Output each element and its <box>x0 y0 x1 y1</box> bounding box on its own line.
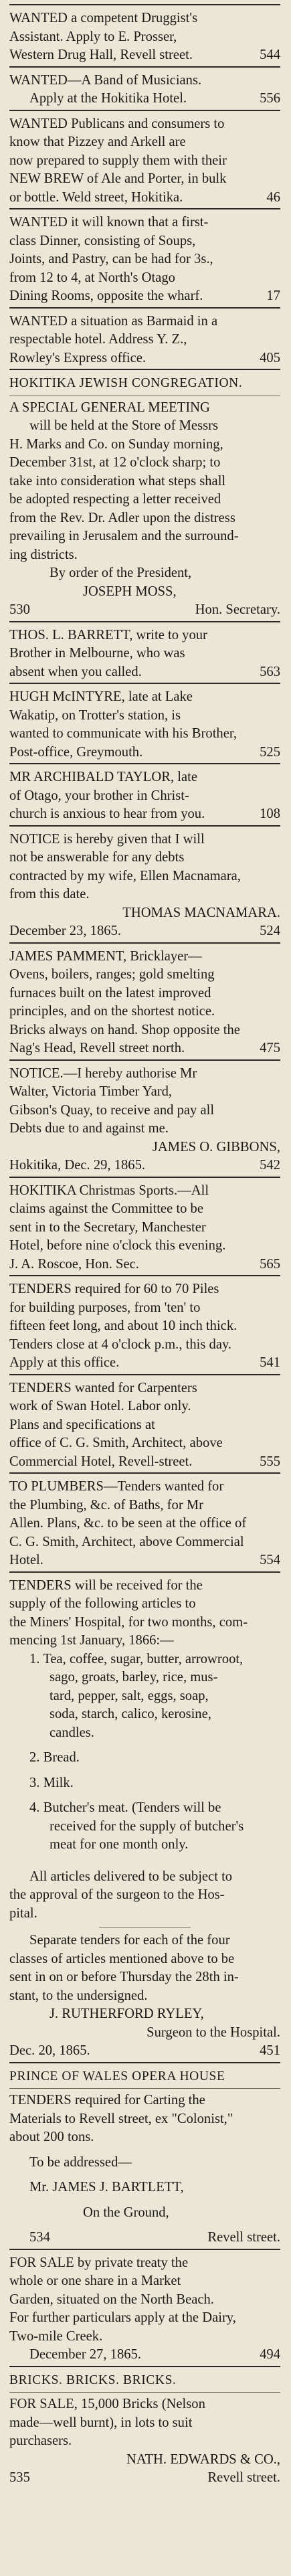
ad-signer: JAMES O. GIBBONS, <box>152 1139 280 1154</box>
ad-divider <box>9 307 280 309</box>
ad-line <box>9 663 280 682</box>
ad-line: class Dinner, consisting of Soups, <box>9 233 196 248</box>
ad-divider <box>9 763 280 764</box>
ad-divider <box>9 1571 280 1573</box>
ad-heading: PRINCE OF WALES OPERA HOUSE <box>9 2069 225 2083</box>
ad-line: furnaces built on the latest improved <box>9 985 211 1001</box>
ad-line: from 12 to 4, at North's Otago <box>9 270 175 285</box>
ad-line: whole or one share in a Market <box>9 2273 181 2288</box>
ad-divider <box>9 66 280 68</box>
ad-line <box>9 601 280 620</box>
ad-line: mencing 1st January, 1866:— <box>9 1633 174 1648</box>
list-item: sago, groats, barley, rice, mus- <box>50 1670 218 1685</box>
ad-line <box>9 1453 280 1472</box>
ad-line: FOR SALE by private treaty the <box>9 2255 189 2270</box>
ad-line: Surgeon to the Hospital. <box>147 2025 280 2040</box>
ad-signer: THOMAS MACNAMARA. <box>122 905 280 920</box>
ad-number: 524 <box>260 924 280 938</box>
ad-line: WANTED a competent Druggist's <box>9 11 198 25</box>
ad-date: December 23, 1865. <box>9 924 121 938</box>
ad-line: Hotel, before nine o'clock this evening. <box>9 1238 226 1253</box>
ad-line: Brother in Melbourne, who was <box>9 646 185 661</box>
ad-line <box>9 2469 280 2488</box>
ad-line: Joints, and Pastry, can be had for 3s., <box>9 252 213 266</box>
ad-divider-thin <box>9 2392 280 2393</box>
ad-signer: JOSEPH MOSS, <box>83 584 177 599</box>
ad-line <box>9 1039 280 1058</box>
ad-number: 541 <box>260 1355 280 1370</box>
ad-druggist <box>9 4 280 65</box>
ad-number: 535 <box>9 2470 30 2485</box>
ad-divider <box>9 1177 280 1178</box>
ad-line: For further particulars apply at the Dairy, <box>9 2310 236 2325</box>
ad-line: FOR SALE, 15,000 Bricks (Nelson <box>9 2397 205 2411</box>
ad-line: H. Marks and Co. on Sunday morning, <box>9 436 223 452</box>
ad-line: Two-mile Creek. <box>9 2328 103 2344</box>
ad-line: Walter, Victoria Timber Yard, <box>9 1084 173 1099</box>
ad-text: Western Drug Hall, Revell street. <box>9 48 193 62</box>
ad-signer: J. RUTHERFORD RYLEY, <box>50 2006 204 2021</box>
list-item: 3. Milk. <box>29 1775 74 1790</box>
ad-line <box>9 805 280 824</box>
ad-number: 108 <box>260 806 280 821</box>
ad-line: the approval of the surgeon to the Hos- <box>9 1887 225 1902</box>
ad-divider-thin <box>9 2088 280 2089</box>
ad-number: 556 <box>260 91 280 106</box>
ad-line: work of Swan Hotel. Labor only. <box>9 1399 191 1413</box>
ad-line: stant, to the undersigned. <box>9 1988 148 2003</box>
ad-divider <box>9 4 280 5</box>
ad-line <box>9 287 280 306</box>
ad-text: Revell street. <box>207 2470 280 2485</box>
ad-line: TENDERS required for Carting the <box>9 2093 205 2108</box>
ad-number: 475 <box>260 1041 280 1055</box>
ad-line <box>9 922 280 941</box>
ad-line: TENDERS wanted for Carpenters <box>9 1380 197 1395</box>
ad-line: for building purposes, from 'ten' to <box>9 1300 201 1315</box>
ad-line: Tenders close at 4 o'clock p.m., this day. <box>9 1337 232 1352</box>
ad-line <box>9 2346 280 2365</box>
ad-pamment <box>9 942 280 1058</box>
ad-line: WANTED a situation as Barmaid in a <box>9 313 218 329</box>
ad-line: Bricks always on hand. Shop opposite the <box>9 1022 240 1037</box>
ad-number: 494 <box>260 2347 280 2362</box>
ad-text: Nag's Head, Revell street north. <box>9 1041 185 1055</box>
ad-line: A SPECIAL GENERAL MEETING <box>9 400 210 415</box>
ad-line: now prepared to supply them with their <box>9 153 227 168</box>
ad-line: Materials to Revell street, ex "Colonist," <box>9 2111 233 2126</box>
ad-line: HOKITIKA Christmas Sports.—All <box>9 1183 209 1198</box>
ad-text: Dining Rooms, opposite the wharf. <box>9 288 203 303</box>
ad-gibbons-notice <box>9 1059 280 1175</box>
ad-text: or bottle. Weld street, Hokitika. <box>9 189 183 205</box>
ad-number: 563 <box>260 664 280 679</box>
ad-line: THOS. L. BARRETT, write to your <box>9 627 207 642</box>
ad-heading: BRICKS. BRICKS. BRICKS. <box>9 2373 177 2387</box>
ad-number: 544 <box>260 48 280 62</box>
ad-date: Dec. 20, 1865. <box>9 2043 90 2058</box>
ad-line <box>9 349 280 368</box>
ad-line: Gibson's Quay, to receive and pay all <box>9 1102 215 1118</box>
ad-signer: NATH. EDWARDS & CO., <box>126 2452 280 2467</box>
list-item: meat for one month only. <box>50 1837 189 1852</box>
ad-date: December 27, 1865. <box>29 2347 141 2362</box>
ad-line: Ovens, boilers, ranges; gold smelting <box>9 967 215 982</box>
ad-mcintyre <box>9 683 280 762</box>
list-item: 4. Butcher's meat. (Tenders will be <box>29 1800 221 1815</box>
ad-divider <box>9 2249 280 2250</box>
ad-divider <box>9 683 280 684</box>
ad-number: 542 <box>260 1158 280 1173</box>
ad-line: know that Pizzey and Arkell are <box>9 135 186 149</box>
ad-christmas-sports <box>9 1177 280 1274</box>
ad-line <box>9 1156 280 1175</box>
ad-musicians <box>9 66 280 108</box>
ad-line <box>9 46 280 65</box>
ad-number: 534 <box>29 2230 50 2245</box>
ad-number: 451 <box>260 2043 280 2058</box>
ad-divider <box>9 825 280 827</box>
ad-divider <box>9 110 280 111</box>
list-item: soda, starch, calico, kerosine, <box>50 1707 211 1721</box>
ad-divider <box>9 208 280 209</box>
ad-line: Garden, situated on the North Beach. <box>9 2292 214 2307</box>
ad-hospital-tenders <box>9 1571 280 2061</box>
ad-tenders-carpenters <box>9 1374 280 1472</box>
ad-line: claims against the Committee to be <box>9 1201 203 1216</box>
ad-line: principles, and on the shortest notice. <box>9 1004 215 1019</box>
ad-text: Apply at this office. <box>9 1355 120 1370</box>
list-item: 2. Bread. <box>29 1750 80 1765</box>
ad-line: NOTICE is hereby given that I will <box>9 831 205 847</box>
ad-text: Hon. Secretary. <box>195 602 280 617</box>
ad-line: sent in to the Secretary, Manchester <box>9 1219 206 1235</box>
ad-text: absent when you called. <box>9 664 142 679</box>
ad-line: All articles delivered to be subject to <box>29 1869 233 1884</box>
ad-line: ing districts. <box>9 547 78 562</box>
ad-text: Rowley's Express office. <box>9 350 147 365</box>
list-item: tard, pepper, salt, eggs, soap, <box>50 1688 209 1703</box>
ad-line: WANTED—A Band of Musicians. <box>9 72 202 88</box>
ad-line: TENDERS will be received for the <box>9 1577 203 1593</box>
ad-text: Apply at the Hokitika Hotel. <box>29 91 187 106</box>
ad-line: take into consideration what steps shall <box>9 473 226 489</box>
ad-line: of Otago, your brother in Christ- <box>9 788 189 803</box>
ad-line: from the Rev. Dr. Adler upon the distress <box>9 510 235 525</box>
ad-line: HUGH McINTYRE, late at Lake <box>9 689 193 704</box>
ad-line <box>9 1256 280 1274</box>
ad-signer: Mr. JAMES J. BARTLETT, <box>29 2180 184 2195</box>
ad-text: Revell street. <box>207 2230 280 2245</box>
ad-line: Plans and specifications at <box>9 1417 155 1432</box>
ad-line: MR ARCHIBALD TAYLOR, late <box>9 770 197 784</box>
ad-line: Debts due to and against me. <box>9 1121 169 1136</box>
ad-line: Wakatip, on Trotter's station, is <box>9 707 181 723</box>
ad-line: purchasers. <box>9 2433 72 2448</box>
ad-line <box>9 1354 280 1373</box>
list-item: 1. Tea, coffee, sugar, butter, arrowroot, <box>29 1651 244 1666</box>
ad-line: WANTED Publicans and consumers to <box>9 116 225 131</box>
ad-line <box>9 744 280 762</box>
ad-publicans <box>9 110 280 207</box>
ad-line: supply of the following articles to <box>9 1596 196 1611</box>
ad-line: JAMES PAMMENT, Bricklayer— <box>9 948 202 964</box>
ad-divider <box>9 621 280 622</box>
list-item: received for the supply of butcher's <box>50 1818 244 1834</box>
ad-line: be adopted respecting a letter received <box>9 492 221 507</box>
ad-line: fifteen feet long, and about 10 inch thick. <box>9 1318 237 1333</box>
ad-line: TENDERS required for 60 to 70 Piles <box>9 1282 219 1296</box>
ad-line <box>9 189 280 207</box>
ad-number: 530 <box>9 602 30 617</box>
ad-number: 46 <box>266 189 280 205</box>
ad-line: office of C. G. Smith, Architect, above <box>9 1436 223 1450</box>
ad-line: To be addressed— <box>29 2154 132 2170</box>
ad-number: 565 <box>260 1256 280 1272</box>
ad-line: not be answerable for any debts <box>9 850 185 865</box>
ad-line <box>9 2229 280 2247</box>
ad-line: WANTED it will known that a first- <box>9 215 209 230</box>
ad-line: Assistant. Apply to E. Prosser, <box>9 29 177 44</box>
ad-line <box>9 1551 280 1570</box>
ad-line: about 200 tons. <box>9 2130 94 2144</box>
ad-barmaid <box>9 307 280 368</box>
ad-line: Separate tenders for each of the four <box>29 1933 230 1948</box>
ad-line: respectable hotel. Address Y. Z., <box>9 332 187 347</box>
ad-line: NEW BREW of Ale and Porter, in bulk <box>9 171 227 186</box>
ad-line <box>9 2042 280 2061</box>
ad-divider <box>9 2366 280 2367</box>
ad-date: Hokitika, Dec. 29, 1865. <box>9 1158 146 1173</box>
ad-divider <box>9 1275 280 1276</box>
ad-taylor <box>9 763 280 824</box>
ad-number: 555 <box>260 1454 280 1469</box>
ad-line: On the Ground, <box>83 2205 169 2220</box>
ad-line: wanted to communicate with his Brother, <box>9 726 237 741</box>
ad-jewish-congregation <box>9 369 280 620</box>
ad-line: C. G. Smith, Architect, above Commercial <box>9 1534 244 1549</box>
ad-line: contracted by my wife, Ellen Macnamara, <box>9 868 241 883</box>
ad-line: NOTICE.—I hereby authorise Mr <box>9 1065 197 1081</box>
ad-line: pital. <box>9 1905 37 1921</box>
ad-line: sent in on or before Thursday the 28th in- <box>9 1970 239 1984</box>
list-item: candles. <box>50 1725 94 1740</box>
ad-divider <box>9 942 280 944</box>
ad-text: church is anxious to hear from you. <box>9 806 205 821</box>
ad-number: 525 <box>260 744 280 760</box>
ad-opera-house <box>9 2062 280 2247</box>
ad-plumbers <box>9 1472 280 1570</box>
ad-divider <box>9 2062 280 2063</box>
ad-line: Allen. Plans, &c. to be seen at the office of <box>9 1516 247 1531</box>
ad-macnamara-notice <box>9 825 280 941</box>
ad-line: By order of the President, <box>50 566 192 580</box>
ad-signer: J. A. Roscoe, Hon. Sec. <box>9 1256 139 1272</box>
ad-line: from this date. <box>9 887 90 901</box>
ad-bricks <box>9 2366 280 2488</box>
ad-divider <box>9 1059 280 1061</box>
ad-text: Hotel. <box>9 1553 43 1567</box>
ad-divider <box>9 1472 280 1474</box>
ad-divider <box>9 1374 280 1375</box>
ad-line: will be held at the Store of Messrs <box>29 418 218 433</box>
ad-tenders-piles <box>9 1275 280 1373</box>
ad-heading: HOKITIKA JEWISH CONGREGATION. <box>9 376 243 390</box>
ad-line: the Plumbing, &c. of Baths, for Mr <box>9 1497 204 1513</box>
ad-number: 554 <box>260 1553 280 1567</box>
ad-divider <box>9 369 280 370</box>
ad-barrett <box>9 621 280 682</box>
ad-text: Commercial Hotel, Revell-street. <box>9 1454 193 1469</box>
ad-line: prevailing in Jerusalem and the surround- <box>9 529 239 543</box>
ad-line: made—well burnt), in lots to suit <box>9 2415 193 2430</box>
ad-dinner <box>9 208 280 306</box>
ad-line: classes of articles mentioned above to be <box>9 1951 235 1966</box>
ad-line: December 31st, at 12 o'clock sharp; to <box>9 455 221 470</box>
ad-sale-garden <box>9 2249 280 2365</box>
ad-number: 405 <box>260 350 280 365</box>
ad-line <box>9 90 280 108</box>
ad-line: TO PLUMBERS—Tenders wanted for <box>9 1479 224 1494</box>
ad-text: Post-office, Greymouth. <box>9 744 143 760</box>
ad-line: the Miners' Hospital, for two months, com- <box>9 1614 248 1630</box>
ad-number: 17 <box>266 288 280 303</box>
